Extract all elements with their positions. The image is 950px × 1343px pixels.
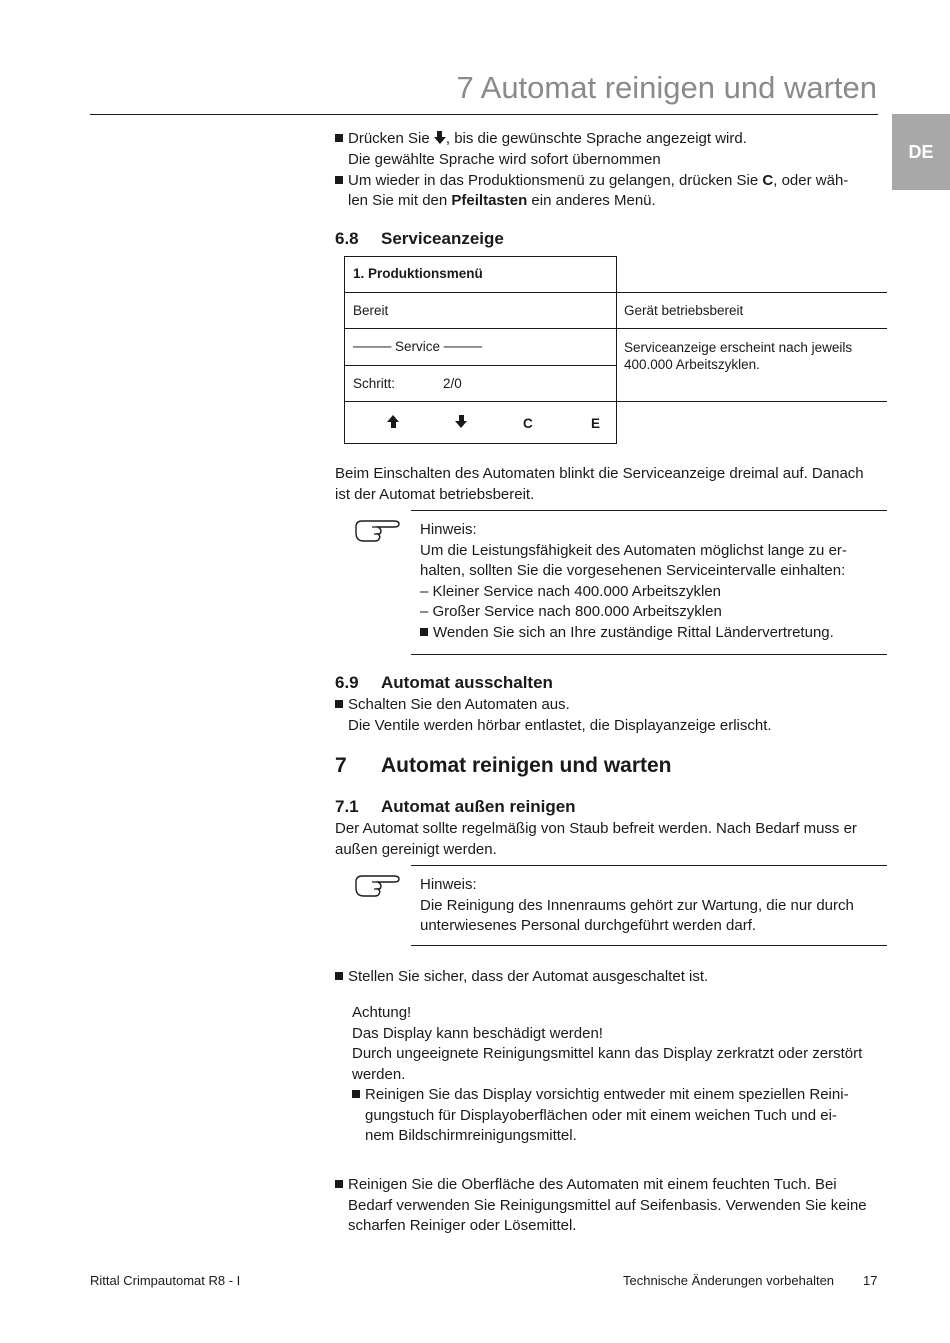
bullet-square-icon (335, 134, 343, 142)
caution-bullet: Reinigen Sie das Display vorsichtig entweder mit einem speziellen Reini- gungstuch für Displayoberflächen oder mit einem weichen Tuch und ei- nem Bildschirmreinigungsmittel. (352, 1085, 849, 1147)
note1-top-rule (411, 510, 887, 511)
display-menu-title: 1. Produktionsmenü (353, 266, 483, 281)
arrow-down-key-icon (455, 415, 467, 428)
section-7-1-heading: 7.1 Automat außen reinigen (335, 797, 576, 816)
section-6-9-bullet: Schalten Sie den Automaten aus. (335, 695, 570, 716)
display-row-step-value: 2/0 (443, 376, 462, 391)
intro-bullet-1: Drücken Sie , bis die gewünschte Sprache angezeigt wird. (335, 129, 747, 150)
pointing-hand-icon (354, 872, 402, 900)
footer-notice: Technische Änderungen vorbehalten (623, 1273, 835, 1288)
bullet-square-icon (352, 1090, 360, 1098)
display-key-e: E (591, 416, 601, 431)
step-2-bullet: Reinigen Sie die Oberfläche des Automaten mit einem feuchten Tuch. Bei Bedarf verwenden Sie Reinigungsmittel auf Seifenbasis. Verwenden Sie keine scharfen Reiniger oder Lösemittel. (335, 1175, 867, 1237)
note1-bottom-rule (411, 654, 887, 655)
section-6-9-heading: 6.9 Automat ausschalten (335, 673, 553, 692)
section-6-8-text: Beim Einschalten des Automaten blinkt die Serviceanzeige dreimal auf. Danach ist der Automat betriebsbereit. (335, 465, 864, 503)
bullet-square-icon (335, 1180, 343, 1188)
note2-top-rule (411, 865, 887, 866)
note2-bottom-rule (411, 945, 887, 946)
footer-product: Rittal Crimpautomat R8 - I (90, 1273, 241, 1288)
display-row-step-label: Schritt: (353, 376, 396, 391)
note1-body: Hinweis: Um die Leistungsfähigkeit des Automaten möglichst lange zu er- halten, sollten Sie die vorgesehenen Serviceintervalle einhalten: – Kleiner Service nach 400.000 Arbeitszyklen – Großer Service nach 800.000 Arbeitszyklen Wenden Sie sich an Ihre zuständige Rittal Ländervertretung. (420, 521, 847, 641)
section-6-8-heading: 6.8 Serviceanzeige (335, 229, 504, 248)
display-row-ready-desc: Gerät betriebsbereit (624, 303, 744, 318)
section-7-1-text: Der Automat sollte regelmäßig von Staub befreit werden. Nach Bedarf muss er außen gereinigt werden. (335, 820, 857, 858)
display-table (344, 256, 887, 443)
header-rule (90, 114, 878, 115)
display-row-service-desc: Serviceanzeige erscheint nach jeweils 400.000 Arbeitszyklen. (624, 340, 853, 372)
pointing-hand-icon (354, 517, 402, 545)
language-tab (892, 114, 950, 190)
bullet-square-icon (335, 972, 343, 980)
arrow-up-key-icon (387, 415, 399, 428)
bullet-square-icon (335, 700, 343, 708)
section-7-heading: 7 Automat reinigen und warten (335, 754, 672, 777)
chapter-header-title: 7 Automat reinigen und warten (456, 70, 877, 105)
display-row-service: ──── Service ──── (353, 339, 483, 354)
section-6-9-line2: Die Ventile werden hörbar entlastet, die Displayanzeige erlischt. (348, 717, 772, 734)
footer-page-number: 17 (863, 1273, 878, 1288)
intro-bullet-2-line2: len Sie mit den Pfeiltasten ein anderes Menü. (348, 192, 656, 209)
bullet-square-icon (420, 628, 428, 636)
arrow-down-icon (434, 131, 446, 144)
intro-bullet-1-line2: Die gewählte Sprache wird sofort übernommen (348, 151, 661, 168)
bullet-square-icon (335, 176, 343, 184)
language-tab-label: DE (908, 142, 934, 162)
caution-block: Achtung! Das Display kann beschädigt werden! Durch ungeeignete Reinigungsmittel kann das Display zerkratzt oder zerstört werden. (352, 1004, 863, 1083)
display-key-c: C (523, 416, 533, 431)
step-1-bullet: Stellen Sie sicher, dass der Automat ausgeschaltet ist. (335, 967, 708, 988)
display-row-ready: Bereit (353, 303, 389, 318)
note2-body: Hinweis: Die Reinigung des Innenraums gehört zur Wartung, die nur durch unterwiesenes Personal durchgeführt werden darf. (420, 876, 854, 934)
intro-bullet-2: Um wieder in das Produktionsmenü zu gelangen, drücken Sie C, oder wäh- (335, 171, 848, 192)
